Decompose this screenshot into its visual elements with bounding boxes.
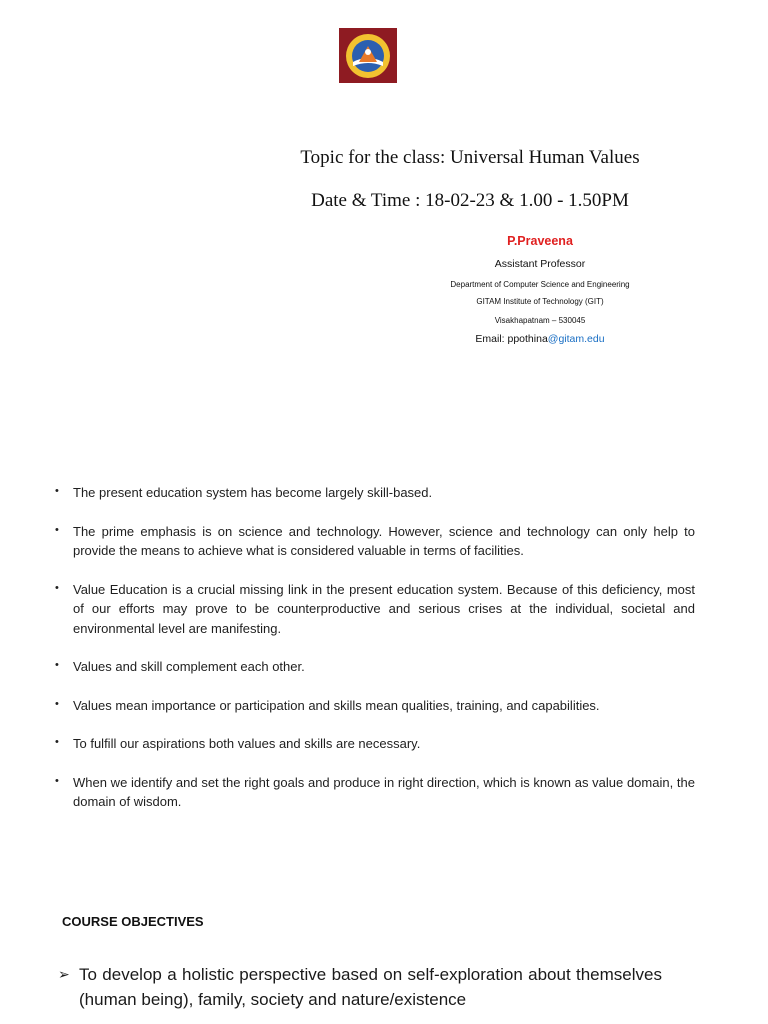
bullet-icon: • (55, 697, 59, 710)
bullet-icon: • (55, 523, 59, 536)
presenter-department: Department of Computer Science and Engineering (450, 280, 630, 289)
bullet-icon: • (55, 774, 59, 787)
list-item-text: The present education system has become largely skill-based. (73, 485, 433, 500)
list-item-text: Values and skill complement each other. (73, 659, 305, 674)
list-item (55, 580, 695, 639)
course-objectives-heading: COURSE OBJECTIVES (62, 914, 204, 929)
bullet-icon: • (55, 485, 59, 497)
bullet-icon: • (55, 581, 59, 594)
list-item (55, 696, 695, 716)
gitam-logo (339, 28, 397, 83)
presenter-email (380, 333, 700, 345)
list-item-text: When we identify and set the right goals and produce in right direction, which is known as value domain, the domain of wisdom. (73, 774, 695, 809)
bullet-icon: • (55, 659, 59, 671)
presenter-city: Visakhapatnam – 530045 (494, 316, 586, 325)
intro-bullet-list (55, 483, 695, 831)
list-item (55, 734, 695, 754)
list-item (55, 773, 695, 812)
list-item-text: Value Education is a crucial missing link in the present education system. Because of this deficiency, most of our efforts may prove to be counterproductive and serious crises at the individual, societal and environmental level are manifesting. (73, 581, 695, 636)
list-item-text: Values mean importance or participation and skills mean qualities, training, and capabilities. (73, 697, 600, 713)
presenter-role: Assistant Professor (494, 258, 586, 270)
course-objective-text: To develop a holistic perspective based on self-exploration about themselves (human being), family, society and nature/existence (79, 965, 662, 1009)
course-objective-item (58, 962, 662, 1012)
list-item (55, 483, 695, 503)
arrow-bullet-icon: ➢ (58, 966, 70, 982)
list-item (55, 657, 695, 677)
presenter-name: P.Praveena (507, 234, 573, 248)
bullet-icon: • (55, 736, 59, 748)
class-topic: Topic for the class: Universal Human Values (300, 147, 640, 168)
presenter-institute: GITAM Institute of Technology (GIT) (476, 297, 604, 306)
list-item-text: The prime emphasis is on science and technology. However, science and technology can only help to provide the means to achieve what is considered valuable in terms of facilities. (73, 523, 695, 558)
gitam-emblem-icon (343, 32, 393, 80)
list-item (55, 522, 695, 561)
class-datetime: Date & Time : 18-02-23 & 1.00 - 1.50PM (311, 190, 629, 211)
email-prefix: Email: ppothina (475, 333, 548, 345)
list-item-text: To fulfill our aspirations both values and skills are necessary. (73, 736, 421, 751)
email-domain-link[interactable]: @gitam.edu (547, 333, 605, 345)
